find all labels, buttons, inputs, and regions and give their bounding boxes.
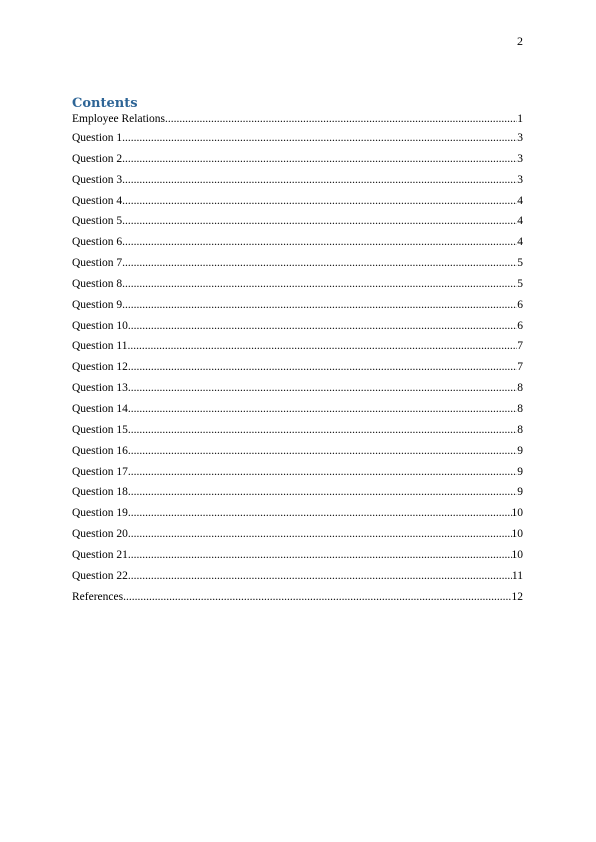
toc-entry-label: Question 4 <box>72 194 123 207</box>
toc-entry-page: 4 <box>517 194 523 207</box>
toc-entry-label: Question 10 <box>72 319 128 332</box>
toc-entry-page: 10 <box>511 548 523 561</box>
toc-entry-page: 4 <box>517 215 523 228</box>
toc-entry-label: Question 19 <box>72 507 128 520</box>
toc-entry-label: Question 13 <box>72 382 128 395</box>
toc-entry-page: 5 <box>517 277 523 290</box>
toc-entry-question-13[interactable] <box>72 382 523 403</box>
toc-entry-question-20[interactable] <box>72 528 523 549</box>
toc-entry-label: Question 17 <box>72 465 128 478</box>
toc-entry-page: 8 <box>517 402 523 415</box>
toc-entry-label: Question 20 <box>72 528 128 541</box>
toc-entry-page: 1 <box>517 113 523 125</box>
toc-entry-label: Question 22 <box>72 569 128 582</box>
toc-entry-page: 3 <box>517 132 523 144</box>
toc-entry-question-7[interactable] <box>72 257 523 278</box>
dot-leader <box>128 403 517 415</box>
toc-entry-question-16[interactable] <box>72 445 523 466</box>
toc-entry-label: Employee Relations <box>72 113 165 125</box>
toc-entry-references[interactable] <box>72 591 523 612</box>
dot-leader <box>128 466 517 478</box>
toc-entry-question-17[interactable] <box>72 466 523 487</box>
toc-entry-question-11[interactable] <box>72 340 523 361</box>
toc-entry-question-2[interactable] <box>72 153 523 174</box>
toc-entry-page: 9 <box>517 444 523 457</box>
toc-entry-question-9[interactable] <box>72 299 523 320</box>
dot-leader <box>122 299 517 311</box>
toc-entry-page: 3 <box>517 152 523 165</box>
toc-entry-label: Question 2 <box>72 152 123 165</box>
toc-entry-employee-relations[interactable] <box>72 113 523 132</box>
toc-entry-question-4[interactable] <box>72 195 523 216</box>
toc-entry-page: 5 <box>517 257 523 270</box>
toc-entry-label: Question 16 <box>72 444 128 457</box>
toc-entry-label: Question 12 <box>72 361 128 374</box>
dot-leader <box>122 132 517 144</box>
toc-entry-question-14[interactable] <box>72 403 523 424</box>
toc-entry-page: 8 <box>517 423 523 436</box>
toc-entry-label: Question 14 <box>72 402 128 415</box>
dot-leader <box>122 236 517 248</box>
dot-leader <box>128 382 517 394</box>
dot-leader <box>128 445 517 457</box>
toc-heading: Contents <box>72 96 138 111</box>
dot-leader <box>122 215 517 227</box>
toc-entry-question-8[interactable] <box>72 278 523 299</box>
page-number: 2 <box>517 34 523 48</box>
dot-leader <box>128 361 517 373</box>
toc-entry-page: 10 <box>511 507 523 520</box>
toc-entry-label: Question 11 <box>72 340 128 353</box>
dot-leader <box>128 549 512 561</box>
toc-entry-question-1[interactable] <box>72 132 523 153</box>
toc-entry-page: 4 <box>517 236 523 249</box>
dot-leader <box>128 424 517 436</box>
toc-entry-label: Question 21 <box>72 548 128 561</box>
toc-entry-page: 12 <box>511 590 523 603</box>
dot-leader <box>127 340 517 352</box>
dot-leader <box>122 153 517 165</box>
dot-leader <box>128 320 517 332</box>
toc-entry-question-5[interactable] <box>72 215 523 236</box>
toc-entry-label: Question 1 <box>72 132 123 144</box>
dot-leader <box>123 591 511 603</box>
dot-leader <box>122 257 517 269</box>
dot-leader <box>128 528 512 540</box>
toc-entry-page: 3 <box>517 173 523 186</box>
toc-entry-page: 6 <box>517 319 523 332</box>
dot-leader <box>128 486 517 498</box>
toc-entry-page: 10 <box>511 528 523 541</box>
toc-entry-page: 11 <box>511 569 523 582</box>
toc-entry-question-6[interactable] <box>72 236 523 257</box>
toc-entry-label: Question 3 <box>72 173 123 186</box>
toc-entry-label: Question 8 <box>72 277 123 290</box>
toc-entry-page: 9 <box>517 465 523 478</box>
dot-leader <box>122 195 517 207</box>
toc-entry-label: Question 5 <box>72 215 123 228</box>
dot-leader <box>128 570 512 582</box>
toc-entry-label: Question 18 <box>72 486 128 499</box>
toc-entry-question-19[interactable] <box>72 507 523 528</box>
toc-entry-label: Question 6 <box>72 236 123 249</box>
toc-entry-question-15[interactable] <box>72 424 523 445</box>
dot-leader <box>122 174 517 186</box>
toc-list <box>72 113 523 611</box>
toc-entry-question-22[interactable] <box>72 570 523 591</box>
toc-entry-label: Question 15 <box>72 423 128 436</box>
toc-entry-page: 8 <box>517 382 523 395</box>
toc-entry-question-18[interactable] <box>72 486 523 507</box>
toc-entry-page: 7 <box>517 340 523 353</box>
table-of-contents <box>72 95 523 611</box>
toc-entry-page: 6 <box>517 298 523 311</box>
toc-entry-label: Question 7 <box>72 257 123 270</box>
toc-entry-question-12[interactable] <box>72 361 523 382</box>
dot-leader <box>165 113 517 125</box>
dot-leader <box>128 507 512 519</box>
dot-leader <box>122 278 517 290</box>
toc-entry-question-21[interactable] <box>72 549 523 570</box>
toc-entry-page: 9 <box>517 486 523 499</box>
toc-entry-label: References <box>72 590 124 603</box>
toc-entry-page: 7 <box>517 361 523 374</box>
toc-entry-label: Question 9 <box>72 298 123 311</box>
toc-entry-question-10[interactable] <box>72 320 523 341</box>
toc-entry-question-3[interactable] <box>72 174 523 195</box>
